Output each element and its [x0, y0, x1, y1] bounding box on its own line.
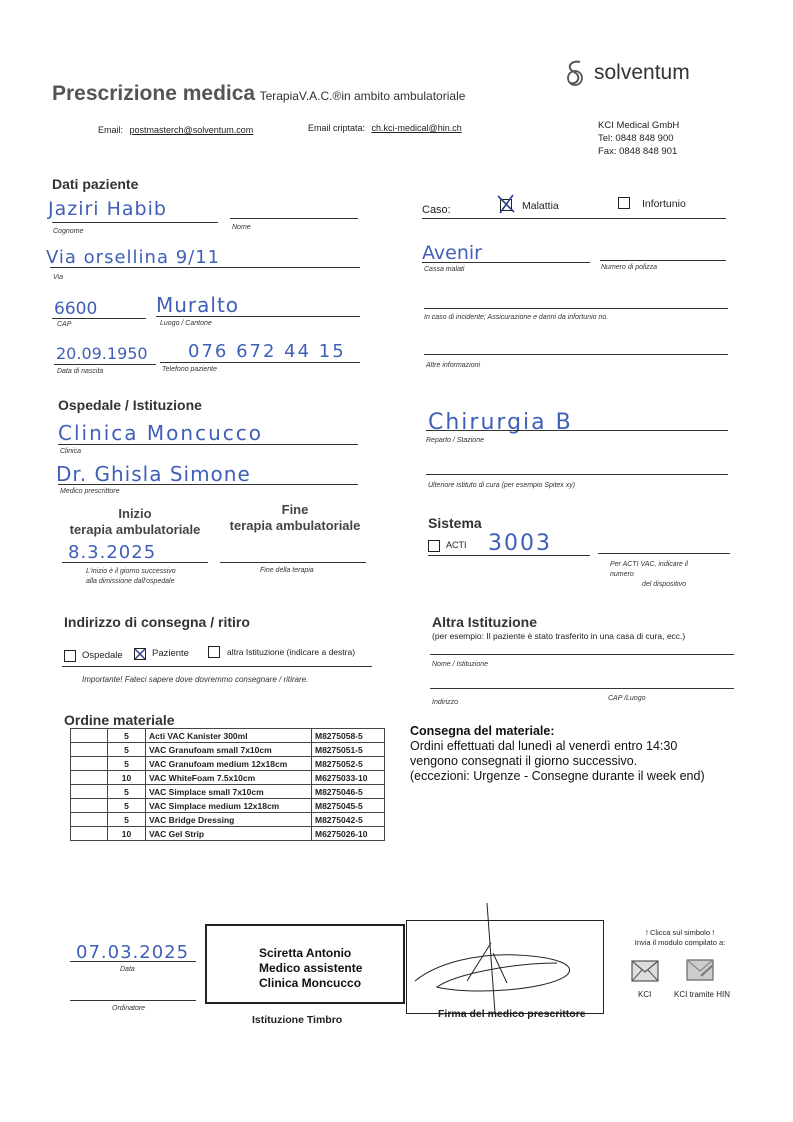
envelope-icon — [685, 956, 715, 984]
institution-stamp-box — [205, 924, 405, 1004]
code-cell: M8275045-5 — [312, 799, 385, 813]
case-label: Caso: — [422, 204, 451, 216]
checkmark-x-icon — [495, 193, 517, 215]
description-cell: Acti VAC Kanister 300ml — [146, 729, 312, 743]
description-cell: VAC Bridge Dressing — [146, 813, 312, 827]
dob-label: Data di nascita — [57, 368, 104, 375]
altra-label: altra Istituzione (indicare a destra) — [227, 647, 356, 657]
start-note-2: alla dimissione dall'ospedale — [86, 578, 175, 585]
table-row — [71, 799, 385, 813]
stamp-line-1: Sciretta Antonio — [259, 946, 352, 960]
section-hospital: Ospedale / Istituzione — [58, 397, 202, 413]
surname-value[interactable]: Jaziri Habib — [48, 198, 167, 220]
send-instructions — [620, 928, 740, 948]
clinic-label: Clinica — [60, 448, 82, 455]
table-row — [71, 771, 385, 785]
row-index-cell — [71, 743, 108, 757]
altra-checkbox[interactable] — [208, 646, 220, 658]
description-cell: VAC Gel Strip — [146, 827, 312, 841]
section-other-institution: Altra Istituzione — [432, 614, 538, 630]
send-kci-button[interactable] — [630, 958, 664, 988]
end-head-2: terapia ambulatoriale — [229, 518, 361, 533]
doctor-label: Medico prescrittore — [60, 488, 120, 495]
row-index-cell — [71, 785, 108, 799]
system-note-2: numero — [610, 571, 634, 578]
quantity-cell: 5 — [108, 785, 146, 799]
table-row — [71, 813, 385, 827]
checkmark-x-icon — [134, 648, 146, 660]
street-value[interactable]: Via orsellina 9/11 — [46, 247, 221, 268]
row-index-cell — [71, 813, 108, 827]
kci-hin-label: KCI tramite HIN — [674, 990, 731, 999]
email-label: Email: — [98, 125, 124, 135]
cap-label: CAP — [57, 321, 72, 328]
system-note-1: Per ACTI VAC, indicare il — [610, 561, 688, 568]
table-row — [71, 757, 385, 771]
section-delivery: Indirizzo di consegna / ritiro — [64, 614, 250, 630]
malattia-label: Malattia — [522, 200, 559, 212]
delivery-info-line-3: (eccezioni: Urgenze - Consegne durante il week end) — [410, 769, 705, 783]
row-index-cell — [71, 757, 108, 771]
description-cell: VAC Granufoam small 7x10cm — [146, 743, 312, 757]
table-row — [71, 827, 385, 841]
company-contact — [598, 119, 679, 158]
quantity-cell: 5 — [108, 729, 146, 743]
start-head-1: Inizio — [118, 506, 152, 521]
send-kci-hin-button[interactable] — [685, 956, 719, 986]
other-info-label: Altre informazioni — [426, 362, 481, 369]
email-row — [98, 125, 253, 135]
quantity-cell: 5 — [108, 799, 146, 813]
quantity-cell: 10 — [108, 827, 146, 841]
paziente-checkbox[interactable] — [134, 648, 146, 660]
company-name: KCI Medical GmbH — [598, 120, 680, 131]
table-row — [71, 743, 385, 757]
therapy-end-header — [220, 502, 370, 534]
section-materials: Ordine materiale — [64, 712, 175, 728]
title-text: Prescrizione medica — [52, 82, 256, 105]
further-care-label: Ulteriore istituto di cura (per esempio Spitex xy) — [428, 482, 576, 489]
start-note-1: L'inizio è il giorno successivo — [86, 568, 176, 575]
other-institution-example: (per esempio: Il paziente è stato trasferito in una casa di cura, ecc.) — [432, 631, 686, 641]
name-label: Nome — [232, 224, 251, 231]
stamp-content — [259, 946, 362, 991]
city-value[interactable]: Muralto — [156, 293, 240, 317]
stamp-label: Istituzione Timbro — [252, 1014, 343, 1026]
envelope-icon — [630, 958, 660, 984]
code-cell: M8275052-5 — [312, 757, 385, 771]
description-cell: VAC Granufoam medium 12x18cm — [146, 757, 312, 771]
important-note: Importante! Fateci sapere dove dovremmo consegnare / ritirare. — [82, 675, 309, 684]
ordinatore-label: Ordinatore — [112, 1005, 146, 1012]
logo-text: solventum — [594, 61, 690, 84]
ospedale-checkbox[interactable] — [64, 650, 76, 662]
other-name-label: Nome / Istituzione — [432, 661, 489, 668]
clinic-value[interactable]: Clinica Moncucco — [58, 421, 263, 445]
click-line-1: ! Clicca sul simbolo ! — [645, 928, 715, 937]
company-logo — [562, 58, 690, 88]
signature-drawing — [407, 903, 603, 1013]
email-encrypted-row — [308, 123, 462, 133]
policy-label: Numero di polizza — [601, 264, 658, 271]
phone-value[interactable]: 076 672 44 15 — [188, 341, 346, 362]
phone-label: Telefono paziente — [162, 366, 218, 373]
section-patient: Dati paziente — [52, 176, 139, 192]
ward-value[interactable]: Chirurgia B — [428, 410, 573, 435]
device-number-value[interactable]: 3003 — [488, 531, 552, 556]
dob-value[interactable]: 20.09.1950 — [56, 344, 148, 363]
end-head-1: Fine — [281, 502, 309, 517]
form-title — [52, 82, 465, 106]
row-index-cell — [71, 771, 108, 785]
delivery-info-line-1: Ordini effettuati dal lunedì al venerdì entro 14:30 — [410, 739, 678, 753]
delivery-info-line-2: vengono consegnati il giorno successivo. — [410, 754, 638, 768]
accident-label: In caso di incidente; Assicurazione e danni da infortunio no. — [424, 314, 609, 321]
row-index-cell — [71, 799, 108, 813]
acti-label: ACTI — [446, 540, 467, 550]
description-cell: VAC Simplace medium 12x18cm — [146, 799, 312, 813]
infortunio-checkbox[interactable] — [618, 197, 630, 209]
delivery-info — [410, 724, 705, 784]
start-head-2: terapia ambulatoriale — [69, 522, 201, 537]
surname-label: Cognome — [53, 228, 84, 235]
delivery-info-title: Consegna del materiale: — [410, 724, 555, 738]
stamp-line-3: Clinica Moncucco — [259, 976, 362, 990]
email-link[interactable]: postmasterch@solventum.com — [129, 125, 254, 135]
table-row — [71, 729, 385, 743]
quantity-cell: 5 — [108, 813, 146, 827]
ward-label: Reparto / Stazione — [426, 437, 484, 444]
code-cell: M6275033-10 — [312, 771, 385, 785]
company-tel: Tel: 0848 848 900 — [598, 133, 674, 144]
materials-table — [70, 728, 385, 841]
email-encrypted-link[interactable]: ch.kci-medical@hin.ch — [371, 123, 462, 133]
signature-date-value[interactable]: 07.03.2025 — [76, 942, 190, 963]
signature-box[interactable] — [406, 920, 604, 1014]
cap-value[interactable]: 6600 — [54, 299, 98, 319]
acti-checkbox[interactable] — [428, 540, 440, 552]
email-encrypted-label: Email criptata: — [308, 123, 366, 133]
infortunio-label: Infortunio — [642, 198, 686, 210]
city-label: Luogo / Cantone — [160, 320, 212, 327]
click-line-2: Invia il modulo compilato a: — [634, 938, 726, 947]
table-row — [71, 785, 385, 799]
code-cell: M6275026-10 — [312, 827, 385, 841]
solventum-logo-icon — [562, 58, 588, 88]
description-cell: VAC Simplace small 7x10cm — [146, 785, 312, 799]
other-address-label: Indirizzo — [432, 699, 459, 706]
system-note-3: del dispositivo — [642, 581, 686, 588]
section-system: Sistema — [428, 515, 482, 531]
code-cell: M8275046-5 — [312, 785, 385, 799]
paziente-label: Paziente — [152, 648, 189, 659]
date-label: Data — [120, 966, 135, 973]
kci-label: KCI — [638, 990, 652, 999]
quantity-cell: 5 — [108, 743, 146, 757]
quantity-cell: 10 — [108, 771, 146, 785]
code-cell: M8275058-5 — [312, 729, 385, 743]
row-index-cell — [71, 827, 108, 841]
row-index-cell — [71, 729, 108, 743]
start-date-value[interactable]: 8.3.2025 — [68, 542, 157, 563]
quantity-cell: 5 — [108, 757, 146, 771]
doctor-value[interactable]: Dr. Ghisla Simone — [56, 462, 251, 486]
street-label: Via — [53, 274, 63, 281]
therapy-start-header — [60, 506, 210, 538]
code-cell: M8275051-5 — [312, 743, 385, 757]
start-note — [86, 567, 176, 587]
malattia-checkbox[interactable] — [500, 199, 512, 211]
description-cell: VAC WhiteFoam 7.5x10cm — [146, 771, 312, 785]
stamp-line-2: Medico assistente — [259, 961, 363, 975]
signature-label: Firma del medico prescrittore — [438, 1008, 586, 1020]
company-fax: Fax: 0848 848 901 — [598, 146, 678, 157]
insurer-value[interactable]: Avenir — [422, 242, 482, 264]
code-cell: M8275042-5 — [312, 813, 385, 827]
subtitle-text: TerapiaV.A.C.®in ambito ambulatoriale — [259, 89, 466, 103]
ospedale-label: Ospedale — [82, 650, 123, 661]
insurer-label: Cassa malati — [424, 266, 465, 273]
end-date-label: Fine della terapia — [260, 567, 314, 574]
system-note — [610, 560, 688, 590]
other-cap-label: CAP /Luogo — [608, 695, 646, 702]
